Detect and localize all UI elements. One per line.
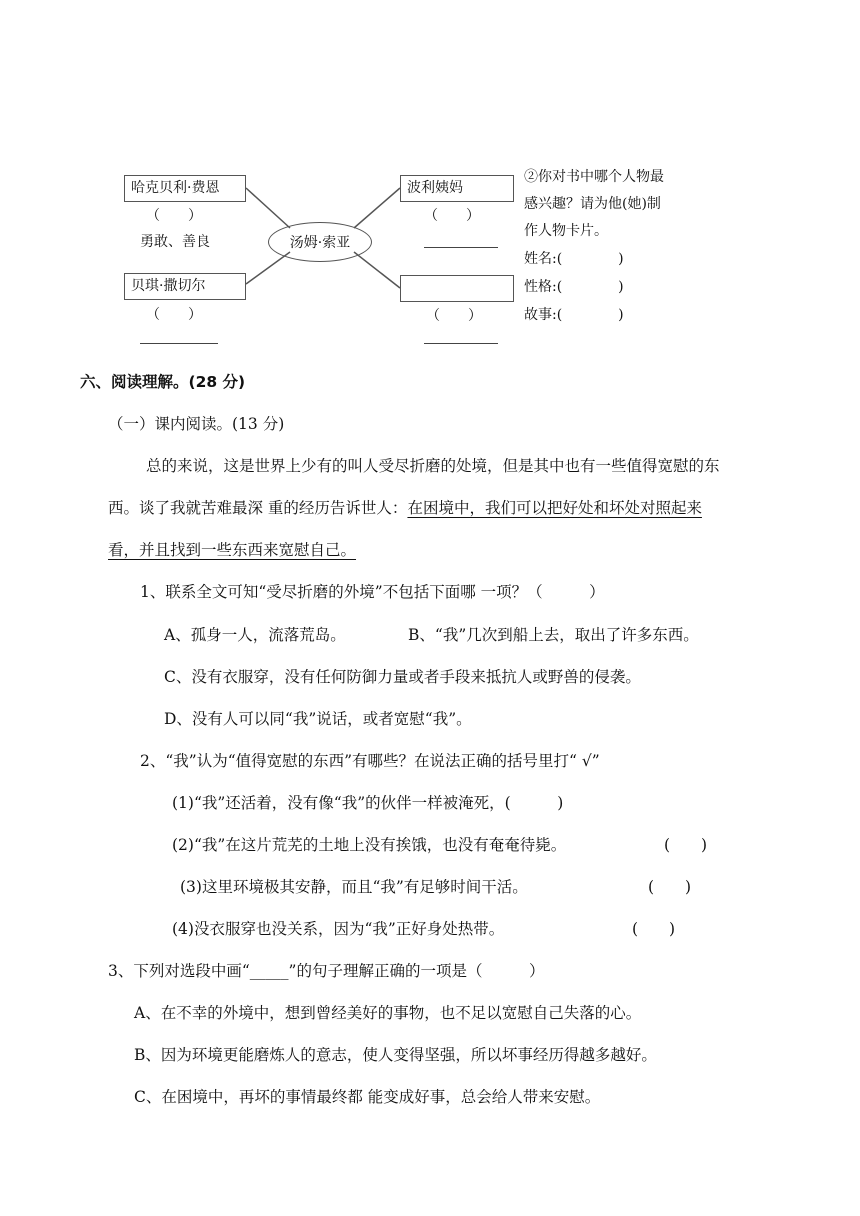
center-character-tom: 汤姆·索亚 [268,222,372,262]
passage-underlined-sentence-2: 看，并且找到一些东西来宽慰自己。 [108,541,357,559]
paren-aunt-polly: （ ） [424,208,480,224]
trait-huck: 勇敢、善良 [140,234,210,250]
section-title: 六、阅读理解。(28 分) [80,373,246,391]
question-1-option-c: C、没有衣服穿，没有任何防御力量或者手段来抵抗人或野兽的侵袭。 [164,668,641,686]
question-2-item-4-paren: ( ) [632,920,676,938]
question-1-option-a: A、孤身一人，流落荒岛。 [164,626,346,644]
card-prompt-3: 作人物卡片。 [524,223,608,239]
character-box-becky: 贝琪·撒切尔 [124,273,246,300]
paren-huck: （ ） [146,208,202,224]
question-1-stem: 1、联系全文可知“受尽折磨的外境”不包括下面哪 一项？（ ） [140,583,605,601]
card-personality-field: 性格:( ) [524,279,624,295]
question-2-item-2: (2)“我”在这片荒芜的土地上没有挨饿，也没有奄奄待毙。 [172,836,567,854]
question-2-item-3-paren: ( ) [648,878,692,896]
sub-section-title: （一）课内阅读。(13 分) [108,415,285,433]
blank-line-right-bottom [424,343,498,344]
card-story-field: 故事:( ) [524,307,624,323]
character-box-blank [400,275,514,302]
character-box-huck: 哈克贝利·费恩 [124,175,246,202]
card-name-field: 姓名:( ) [524,251,624,267]
blank-line-aunt-polly [424,247,498,248]
question-3-option-c: C、在困境中，再坏的事情最终都 能变成好事，总会给人带来安慰。 [134,1088,601,1106]
question-2-item-2-paren: ( ) [664,836,708,854]
question-3-option-b: B、因为环境更能磨炼人的意志，使人变得坚强，所以坏事经历得越多越好。 [134,1046,657,1064]
question-3-stem: 3、下列对选段中画“_____”的句子理解正确的一项是（ ） [108,962,545,980]
paren-becky: （ ） [146,307,202,323]
paren-right-bottom: （ ） [426,308,482,324]
character-box-aunt-polly: 波利姨妈 [400,175,514,202]
card-prompt-2: 感兴趣？请为他(她)制 [524,196,661,212]
question-3-option-a: A、在不幸的外境中，想到曾经美好的事物，也不足以宽慰自己失落的心。 [134,1004,642,1022]
question-2-item-3: (3)这里环境极其安静，而且“我”有足够时间干活。 [180,878,528,896]
passage-underlined-sentence-1: 在困境中，我们可以把好处和坏处对照起来 [407,499,702,517]
passage-line-2-plain: 西。谈了我就苦难最深 重的经历告诉世人： [108,499,408,517]
question-2-item-4: (4)没衣服穿也没关系，因为“我”正好身处热带。 [172,920,505,938]
question-2-item-1: (1)“我”还活着，没有像“我”的伙伴一样被淹死，( ) [172,794,564,812]
question-1-option-d: D、没有人可以同“我”说话，或者宽慰“我”。 [164,710,472,728]
passage-line-2 [108,498,702,518]
passage-line-1: 总的来说，这是世界上少有的叫人受尽折磨的处境，但是其中也有一些值得宽慰的东 [146,457,720,475]
question-2-stem: 2、“我”认为“值得宽慰的东西”有哪些？在说法正确的括号里打“ √” [140,752,600,770]
blank-line-becky [140,343,218,344]
question-1-option-b: B、“我”几次到船上去，取出了许多东西。 [408,626,699,644]
card-prompt-1: ②你对书中哪个人物最 [524,169,664,185]
